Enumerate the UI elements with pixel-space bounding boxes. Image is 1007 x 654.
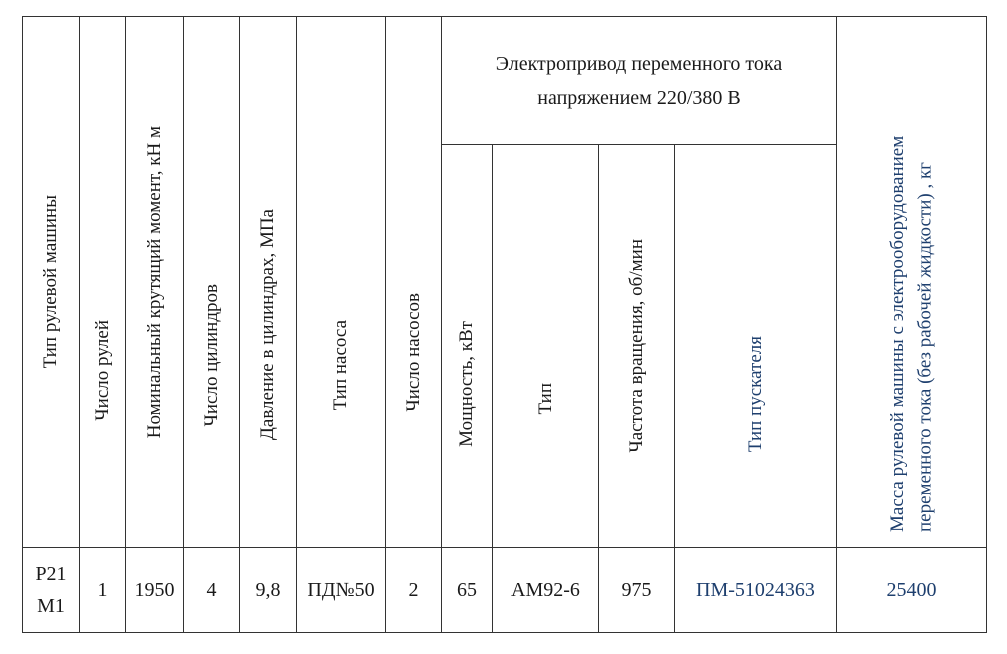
header-pumps-count (386, 17, 442, 548)
cell-motor-type: АМ92-6 (493, 548, 599, 633)
header-cylinders-count (184, 17, 240, 548)
header-rudders-count-text: Число рулей (91, 319, 113, 421)
cell-rpm: 975 (599, 548, 675, 633)
cell-mass: 25400 (837, 548, 987, 633)
header-pump-type (297, 17, 386, 548)
header-motor-type-text: Тип (534, 383, 556, 415)
cell-power: 65 (442, 548, 493, 633)
header-starter-type (675, 145, 837, 548)
cell-pumps: 2 (386, 548, 442, 633)
header-electric-drive-group (442, 17, 837, 145)
header-cylinder-pressure (240, 17, 297, 548)
cell-torque: 1950 (126, 548, 184, 633)
header-electric-drive-group-text: Электропривод переменного тока напряжением 220/380 В (495, 52, 783, 109)
table-row (23, 548, 987, 633)
header-motor-type (493, 145, 599, 548)
cell-pump-type: ПД№50 (297, 548, 386, 633)
cell-steering-gear-type (23, 548, 80, 633)
header-nominal-torque-text: Номинальный крутящий момент, кН м (143, 125, 165, 439)
header-steering-gear-type-text: Тип рулевой машины (40, 195, 62, 369)
cell-rudders: 1 (80, 548, 126, 633)
cell-starter: ПМ-51024363 (675, 548, 837, 633)
header-nominal-torque (126, 17, 184, 548)
header-pump-type-text: Тип насоса (330, 319, 352, 411)
cell-type-line1: Р21 (35, 563, 67, 585)
cell-type-line2: М1 (37, 595, 65, 617)
header-rudders-count (80, 17, 126, 548)
header-power (442, 145, 493, 548)
cell-cylinders: 4 (184, 548, 240, 633)
header-cylinders-count-text: Число цилиндров (200, 283, 222, 427)
header-steering-gear-type (23, 17, 80, 548)
header-gear-mass-text: Масса рулевой машины с электрооборудованием переменного тока (без рабочей жидкости) , кг (886, 135, 936, 532)
header-rotation-speed (599, 145, 675, 548)
header-pumps-count-text: Число насосов (402, 293, 424, 412)
header-starter-type-text: Тип пускателя (744, 335, 766, 453)
header-gear-mass (837, 17, 987, 548)
header-cylinder-pressure-text: Давление в цилиндрах, МПа (257, 209, 279, 441)
cell-pressure: 9,8 (240, 548, 297, 633)
specification-table (22, 16, 987, 633)
header-rotation-speed-text: Частота вращения, об/мин (625, 239, 647, 453)
header-power-text: Мощность, кВт (456, 321, 478, 447)
